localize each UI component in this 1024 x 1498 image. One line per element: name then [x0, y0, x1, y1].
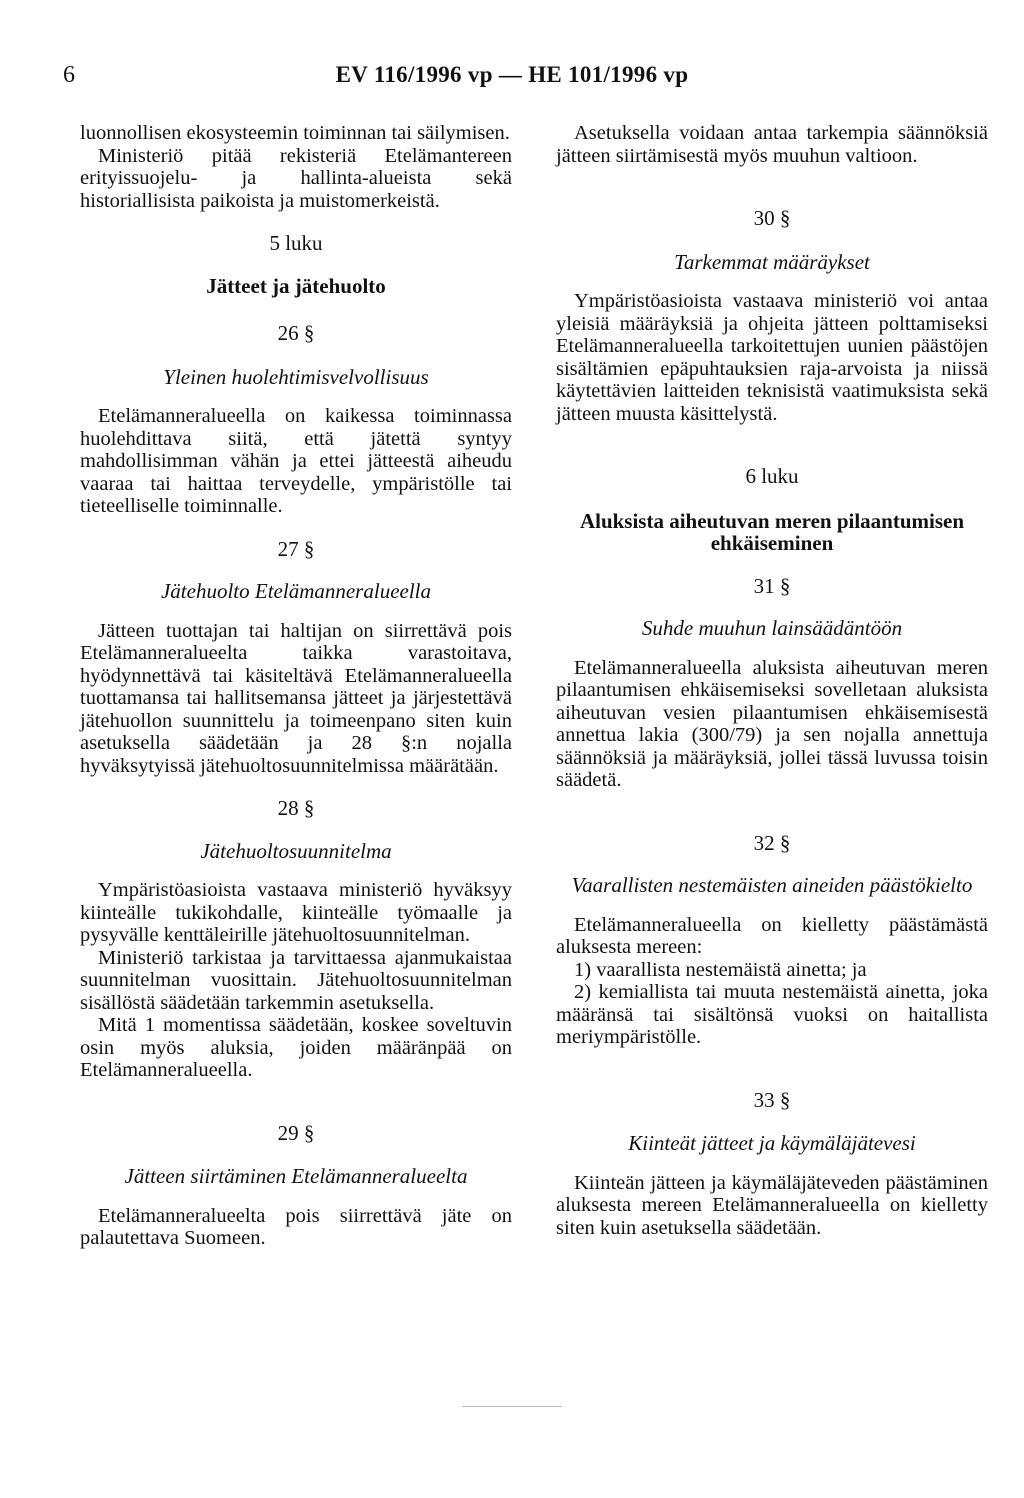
section-text: Ympäristöasioista vastaava ministeriö voi antaa yleisiä määräyksiä ja ohjeita jätteen polttamiseksi Etelämanneralueella tarkoitettujen uunien päästöjen sisältämien epäpuhtauksien raja-arvoista ja niissä käytettävien laitteiden teknisistä vaatimuksista sekä jätteen muusta käsittelystä. [556, 290, 988, 425]
chapter-title: Aluksista aiheutuvan meren pilaantumisen ehkäiseminen [579, 508, 965, 555]
chapter-title: Jätteet ja jätehuolto [206, 273, 386, 298]
section-number: 26 § [277, 321, 315, 345]
section-text: Kiinteän jätteen ja käymäläjäteveden päästäminen aluksesta mereen Etelämanneralueella on kielletty siten kuin asetuksella säädetään. [556, 1171, 988, 1239]
section-number: 27 § [277, 536, 315, 561]
section-title: Jätteen siirtäminen Etelämanneralueelta [124, 1164, 468, 1188]
section-number: 30 § [753, 206, 791, 230]
section-text: Etelämanneralueella on kielletty päästämästä aluksesta mereen: [556, 913, 988, 958]
section-text: Etelämanneralueella on kaikessa toiminnassa huolehdittava siitä, että jätettä syntyy mahdollisimman vähän ja ettei jätteestä aiheudu vaaraa tai haittaa terveydelle, ympäristölle tai tieteelliselle toiminnalle. [80, 405, 512, 517]
right-column [556, 122, 988, 1239]
section-text: Ministeriö tarkistaa ja tarvittaessa ajanmukaistaa suunnitelman vuosittain. Jätehuoltosuunnitelman sisällöstä säädetään tarkemmin asetuksella. [80, 946, 512, 1014]
section-text: Etelämanneralueella aluksista aiheutuvan meren pilaantumisen ehkäisemiseksi sovelletaan aluksista aiheutuvan vesien pilaantumisen ehkäisemisestä annettua lakia (300/79) ja sen nojalla annettuja säännöksiä ja määräyksiä, jollei tässä luvussa toisin säädetä. [556, 656, 988, 791]
paragraph: luonnollisen ekosysteemin toiminnan tai säilymisen. [80, 122, 510, 144]
running-head: EV 116/1996 vp — HE 101/1996 vp [335, 62, 689, 87]
section-title: Tarkemmat määräykset [674, 249, 870, 274]
section-title: Yleinen huolehtimisvelvollisuus [163, 364, 429, 389]
chapter-number: 5 luku [269, 231, 323, 255]
section-text: Ympäristöasioista vastaava ministeriö hyväksyy kiinteälle tukikohdalle, kiinteälle työmaalle ja pysyvälle kenttäleirille jätehuoltosuunnitelman. [80, 879, 512, 946]
paragraph: Ministeriö pitää rekisteriä Etelämantereen erityissuojelu- ja hallinta-alueista sekä historiallisista paikoista ja muistomerkeistä. [80, 144, 512, 212]
section-number: 29 § [277, 1120, 315, 1145]
section-title: Suhde muuhun lainsäädäntöön [641, 616, 903, 640]
section-number: 28 § [277, 796, 315, 820]
section-title: Kiinteät jätteet ja käymäläjätevesi [628, 1131, 916, 1155]
footer-rule [462, 1406, 562, 1407]
section-title: Jätehuoltosuunnitelma [200, 838, 392, 863]
section-text: Mitä 1 momentissa säädetään, koskee soveltuvin osin myös aluksia, joiden määränpää on Etelämanneralueella. [80, 1014, 512, 1081]
page-number: 6 [63, 62, 75, 88]
section-number: 33 § [753, 1087, 791, 1112]
section-text: Jätteen tuottajan tai haltijan on siirrettävä pois Etelämanneralueelta taikka varastoitava, hyödynnettävä tai käsiteltävä Etelämanneralueella tuottamansa tai hallitsemansa jätteet ja järjestettävä jätehuollon suunnittelu ja toimeenpano siten kuin asetuksella säädetään ja 28 §:n nojalla hyväksytyissä jätehuoltosuunnitelmissa määrätään. [80, 619, 512, 777]
chapter-number: 6 luku [745, 464, 799, 488]
list-item: 1) vaarallista nestemäistä ainetta; ja [574, 958, 867, 981]
section-title: Vaarallisten nestemäisten aineiden päästökielto [571, 873, 973, 897]
paragraph: Asetuksella voidaan antaa tarkempia säännöksiä jätteen siirtämisestä myös muuhun valtioon. [556, 122, 988, 167]
section-number: 31 § [753, 573, 791, 598]
left-column [80, 122, 512, 1250]
section-number: 32 § [753, 830, 791, 855]
section-text: Etelämanneralueelta pois siirrettävä jäte on palautettava Suomeen. [80, 1204, 512, 1249]
section-title: Jätehuolto Etelämanneralueella [160, 579, 432, 603]
list-item: 2) kemiallista tai muuta nestemäistä ainetta, joka määränsä tai sisältönsä vuoksi on haitallista meriympäristölle. [556, 981, 988, 1048]
